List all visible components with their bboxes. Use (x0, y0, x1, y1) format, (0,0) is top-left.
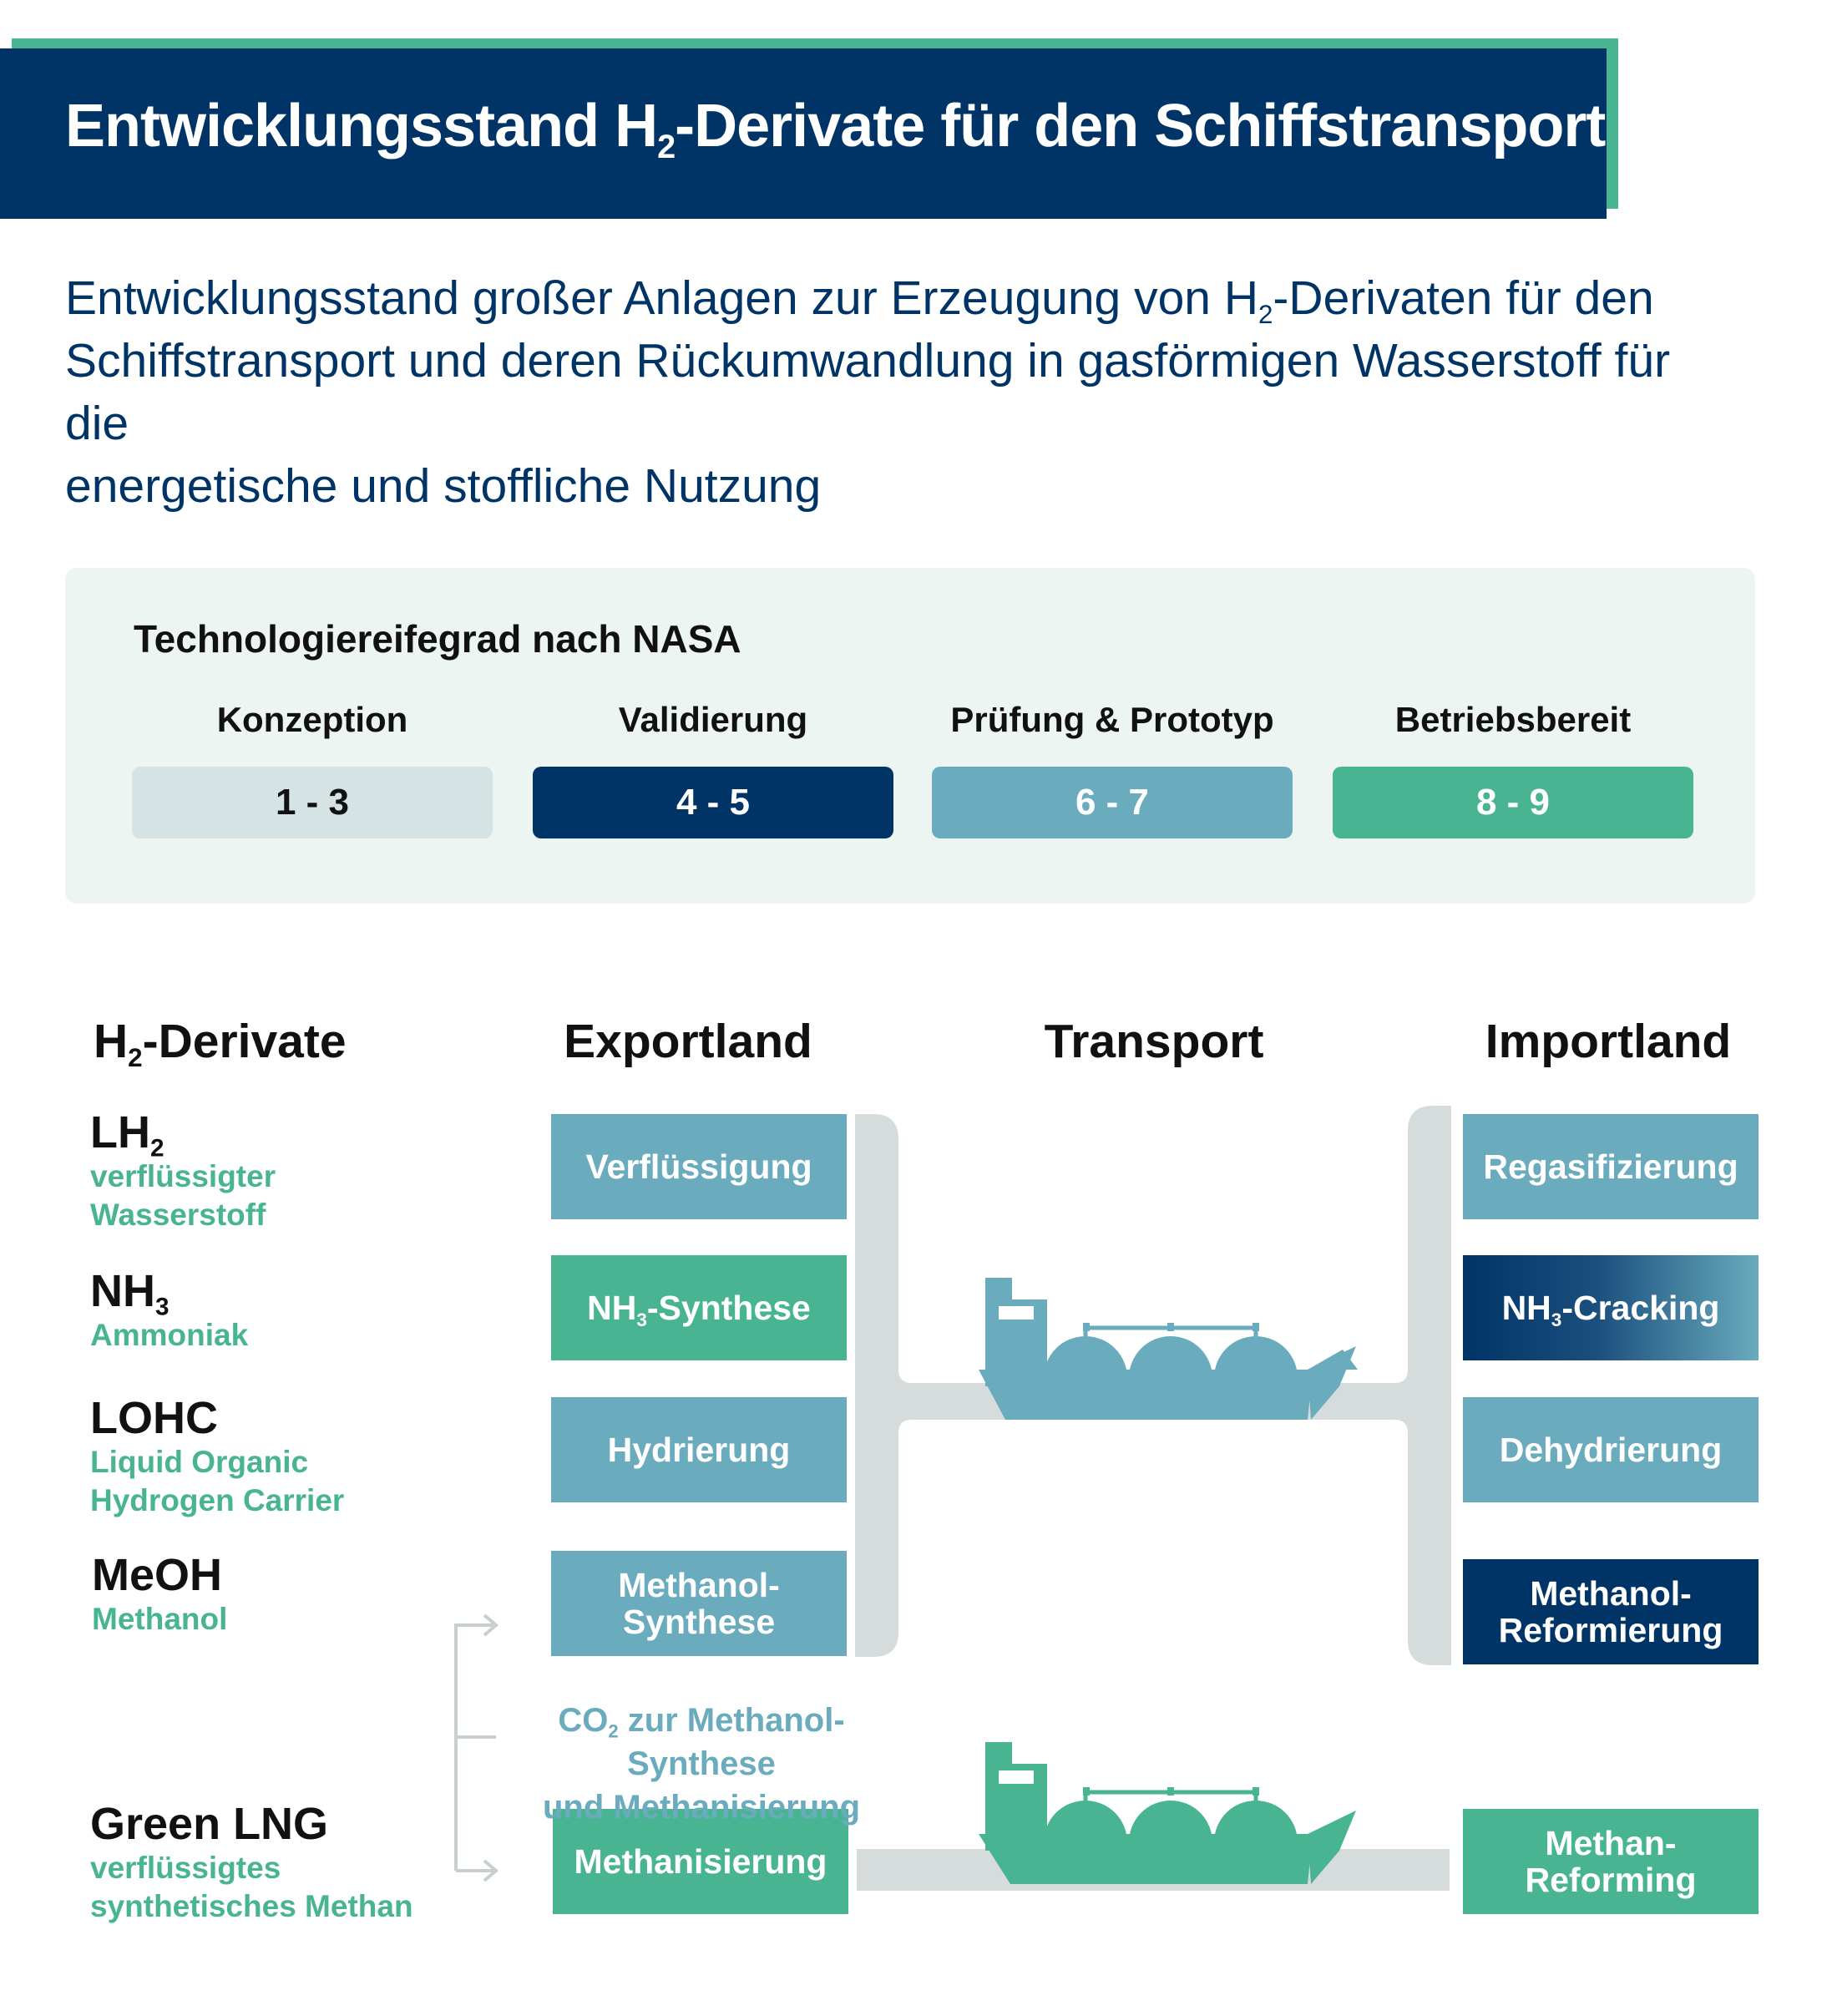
trl-legend-title: Technologiereifegrad nach NASA (134, 617, 741, 661)
derivate-lohc (90, 1393, 344, 1520)
derivate-description: Hydrogen Carrier (90, 1483, 345, 1517)
derivate-lh2 (90, 1107, 276, 1234)
tanker-ship-icon (979, 1278, 1358, 1420)
derivate-description: verflüssigter (90, 1159, 276, 1193)
page-title: Entwicklungsstand $H_2$-Derivate für den Schiffstransport (65, 93, 1606, 165)
page-subtitle: Entwicklungsstand großer Anlagen zur Erzeugung von $H_2$-Derivaten für den Schiffstransport und deren Rückumwandlung in gasförmigen Wasserstoff für die energetische und stoffliche Nutzung (65, 271, 1671, 513)
derivate-name: $NH_3$ (90, 1266, 170, 1321)
export-process-verfluessigung: Verflüssigung (551, 1114, 847, 1219)
derivate-description: verflüssigtes (90, 1851, 281, 1885)
co2-bracket (456, 1625, 496, 1871)
derivate-name: $LH_2$ (90, 1107, 164, 1162)
import-process-dehydrierung: Dehydrierung (1463, 1397, 1759, 1502)
legend-label-betriebsbereit: Betriebsbereit (1394, 700, 1632, 739)
co2-note: $CO_2$ zur Methanol-Synthese und Methanisierung (543, 1702, 860, 1826)
import-process-methanol-reformierung: Methanol- Reformierung (1463, 1559, 1759, 1664)
legend-box-8-9: 8 - 9 (1333, 767, 1693, 838)
legend-box-6-7: 6 - 7 (932, 767, 1293, 838)
derivate-name: LOHC (90, 1393, 218, 1443)
derivate-description: Ammoniak (90, 1318, 249, 1352)
import-bracket (1408, 1106, 1451, 1665)
import-process-nh3-cracking: $NH_3$-Cracking (1463, 1255, 1759, 1360)
derivate-meoh (92, 1550, 227, 1639)
export-bracket (855, 1114, 898, 1657)
column-heading-exportland: Exportland (564, 1015, 812, 1068)
derivate-nh3 (90, 1266, 248, 1355)
legend-label-konzeption: Konzeption (216, 700, 408, 739)
derivate-name: MeOH (92, 1550, 223, 1600)
tanker-ship-icon (979, 1742, 1356, 1884)
derivate-description: Wasserstoff (90, 1198, 266, 1232)
export-process-nh3-synthese: $NH_3$-Synthese (551, 1255, 847, 1360)
import-process-methan-reforming: Methan- Reforming (1463, 1809, 1759, 1914)
export-process-methanol-synthese: Methanol- Synthese (551, 1551, 847, 1656)
derivate-description: Liquid Organic (90, 1445, 309, 1479)
derivate-description: synthetisches Methan (90, 1889, 413, 1923)
derivate-description: Methanol (92, 1602, 228, 1636)
export-process-hydrierung: Hydrierung (551, 1397, 847, 1502)
legend-box-4-5: 4 - 5 (533, 767, 893, 838)
export-process-methanisierung: Methanisierung (553, 1809, 848, 1914)
derivate-name: Green LNG (90, 1799, 329, 1849)
derivate-green-lng (90, 1799, 413, 1926)
column-heading-transport: Transport (1044, 1015, 1264, 1068)
legend-box-1-3: 1 - 3 (132, 767, 493, 838)
import-process-regasifizierung: Regasifizierung (1463, 1114, 1759, 1219)
legend-label-validierung: Validierung (618, 700, 808, 739)
column-heading-derivate: $H_2$-Derivate (94, 1015, 347, 1072)
column-heading-importland: Importland (1485, 1015, 1732, 1068)
legend-label-pruefung: Prüfung & Prototyp (950, 700, 1274, 739)
